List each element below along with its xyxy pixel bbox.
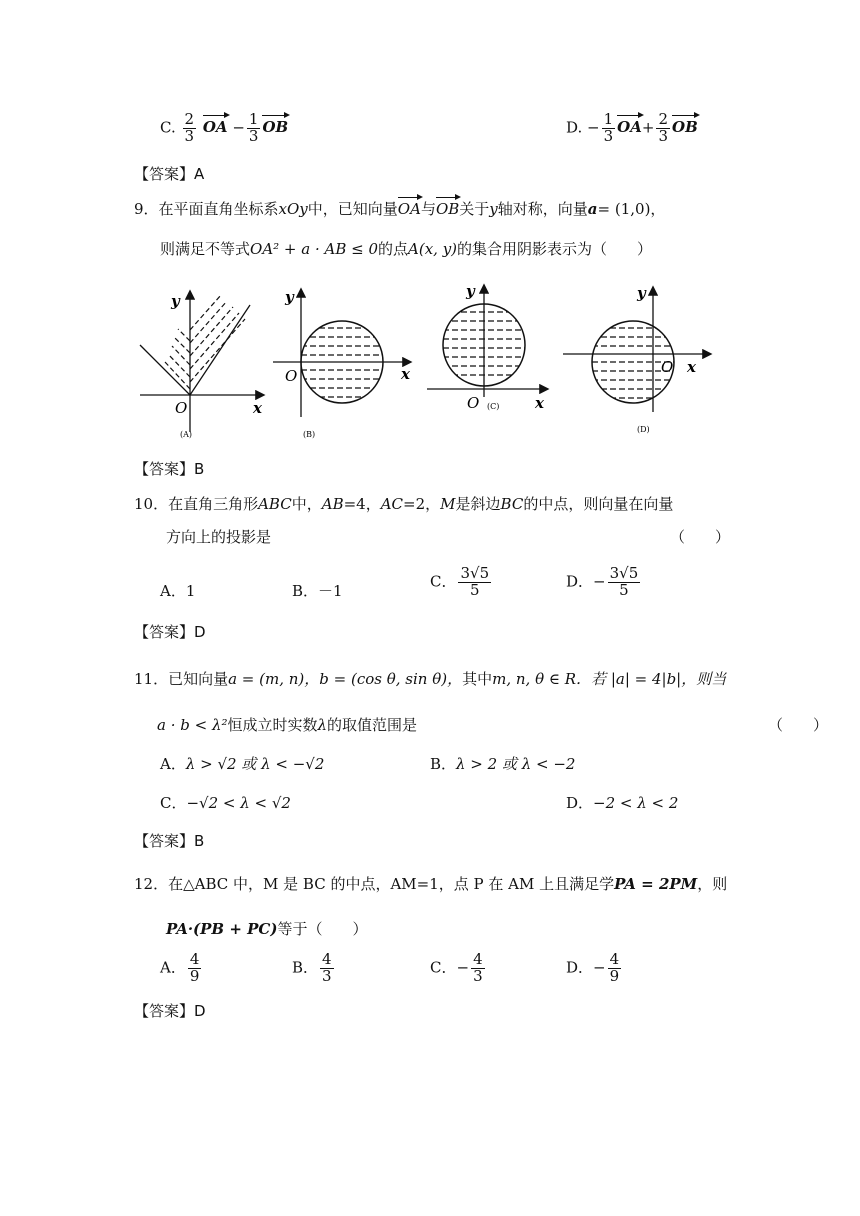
q10-paren: （ ） <box>670 528 731 546</box>
q12-option-a: A． $\frac{4}{9}$ <box>160 950 200 985</box>
fig-d-caption: (D) <box>637 425 650 434</box>
fig-a-o: O <box>175 399 188 417</box>
q11-option-b: B．λ > 2 或 λ < −2 <box>430 755 576 773</box>
q12-option-b: B． $\frac{4}{3}$ <box>292 950 332 985</box>
q12-answer: 【答案】D <box>134 1002 206 1020</box>
q10-option-c: C． $\frac{3√5}{5}$ <box>430 564 490 599</box>
fig-d-x: x <box>687 358 696 376</box>
q9-figures <box>135 282 715 442</box>
q10-option-d: D．− $\frac{3√5}{5}$ <box>566 564 639 599</box>
fig-b-y: y <box>285 288 294 306</box>
q8-option-d: D. − $\frac{1}{3}$ OA+ $\frac{2}{3}$ OB <box>566 110 698 145</box>
figure-a <box>140 292 263 439</box>
q10-answer: 【答案】D <box>134 623 206 641</box>
fig-d-o: O <box>661 358 674 376</box>
q9-line2: 则满足不等式OA² + a · AB ≤ 0的点A(x, y)的集合用阴影表示为（ ） <box>160 240 653 258</box>
q10-line1: 10．在直角三角形ABC中，AB=4，AC=2，M是斜边BC的中点，则向量在向量 <box>134 495 674 513</box>
q11-paren: （ ） <box>768 716 829 734</box>
q8-answer: 【答案】A <box>134 165 205 183</box>
fig-a-y: y <box>171 292 180 310</box>
fig-d-y: y <box>637 284 646 302</box>
figure-c <box>427 282 547 412</box>
q9-line1: 9．在平面直角坐标系xOy中，已知向量OA与OB关于y轴对称，向量a= (1,0)， <box>134 200 666 218</box>
figure-d <box>563 284 710 434</box>
figure-b <box>273 288 411 439</box>
q12-line2: PA·(PB + PC)等于（ ） <box>166 920 368 938</box>
fig-c-y: y <box>466 282 475 300</box>
q8-option-c: C. $\frac{2}{3}$ OA − $\frac{1}{3}$ OB <box>160 110 289 145</box>
q11-line2: a · b < λ²恒成立时实数λ的取值范围是 <box>157 716 418 734</box>
q11-line1: 11．已知向量a = (m, n)，b = (cos θ, sin θ)，其中m, n, θ ∈ R．若 |a| = 4|b|，则当 <box>134 670 727 688</box>
q10-option-a: A．1 <box>160 582 196 600</box>
fig-b-caption: (B) <box>303 430 316 439</box>
q10-line2: 方向上的投影是 <box>166 528 272 546</box>
q11-option-c: C．−√2 < λ < √2 <box>160 794 291 812</box>
q11-option-d: D．−2 < λ < 2 <box>566 794 679 812</box>
fig-b-o: O <box>285 367 298 385</box>
q11-answer: 【答案】B <box>134 832 205 850</box>
q10-option-b: B．－1 <box>292 582 343 600</box>
fig-c-x: x <box>535 394 544 412</box>
fig-a-x: x <box>253 399 262 417</box>
q12-line1: 12．在△ABC 中，M 是 BC 的中点，AM=1，点 P 在 AM 上且满足学PA = 2PM，则 <box>134 875 728 893</box>
fig-c-caption: (C) <box>487 402 500 411</box>
q12-option-d: D．− $\frac{4}{9}$ <box>566 950 620 985</box>
fig-a-caption: (A) <box>180 430 193 439</box>
q11-option-a: A．λ > √2 或 λ < −√2 <box>160 755 325 773</box>
fig-b-x: x <box>401 365 410 383</box>
fig-c-o: O <box>467 394 480 412</box>
q12-option-c: C．− $\frac{4}{3}$ <box>430 950 483 985</box>
q9-answer: 【答案】B <box>134 460 205 478</box>
